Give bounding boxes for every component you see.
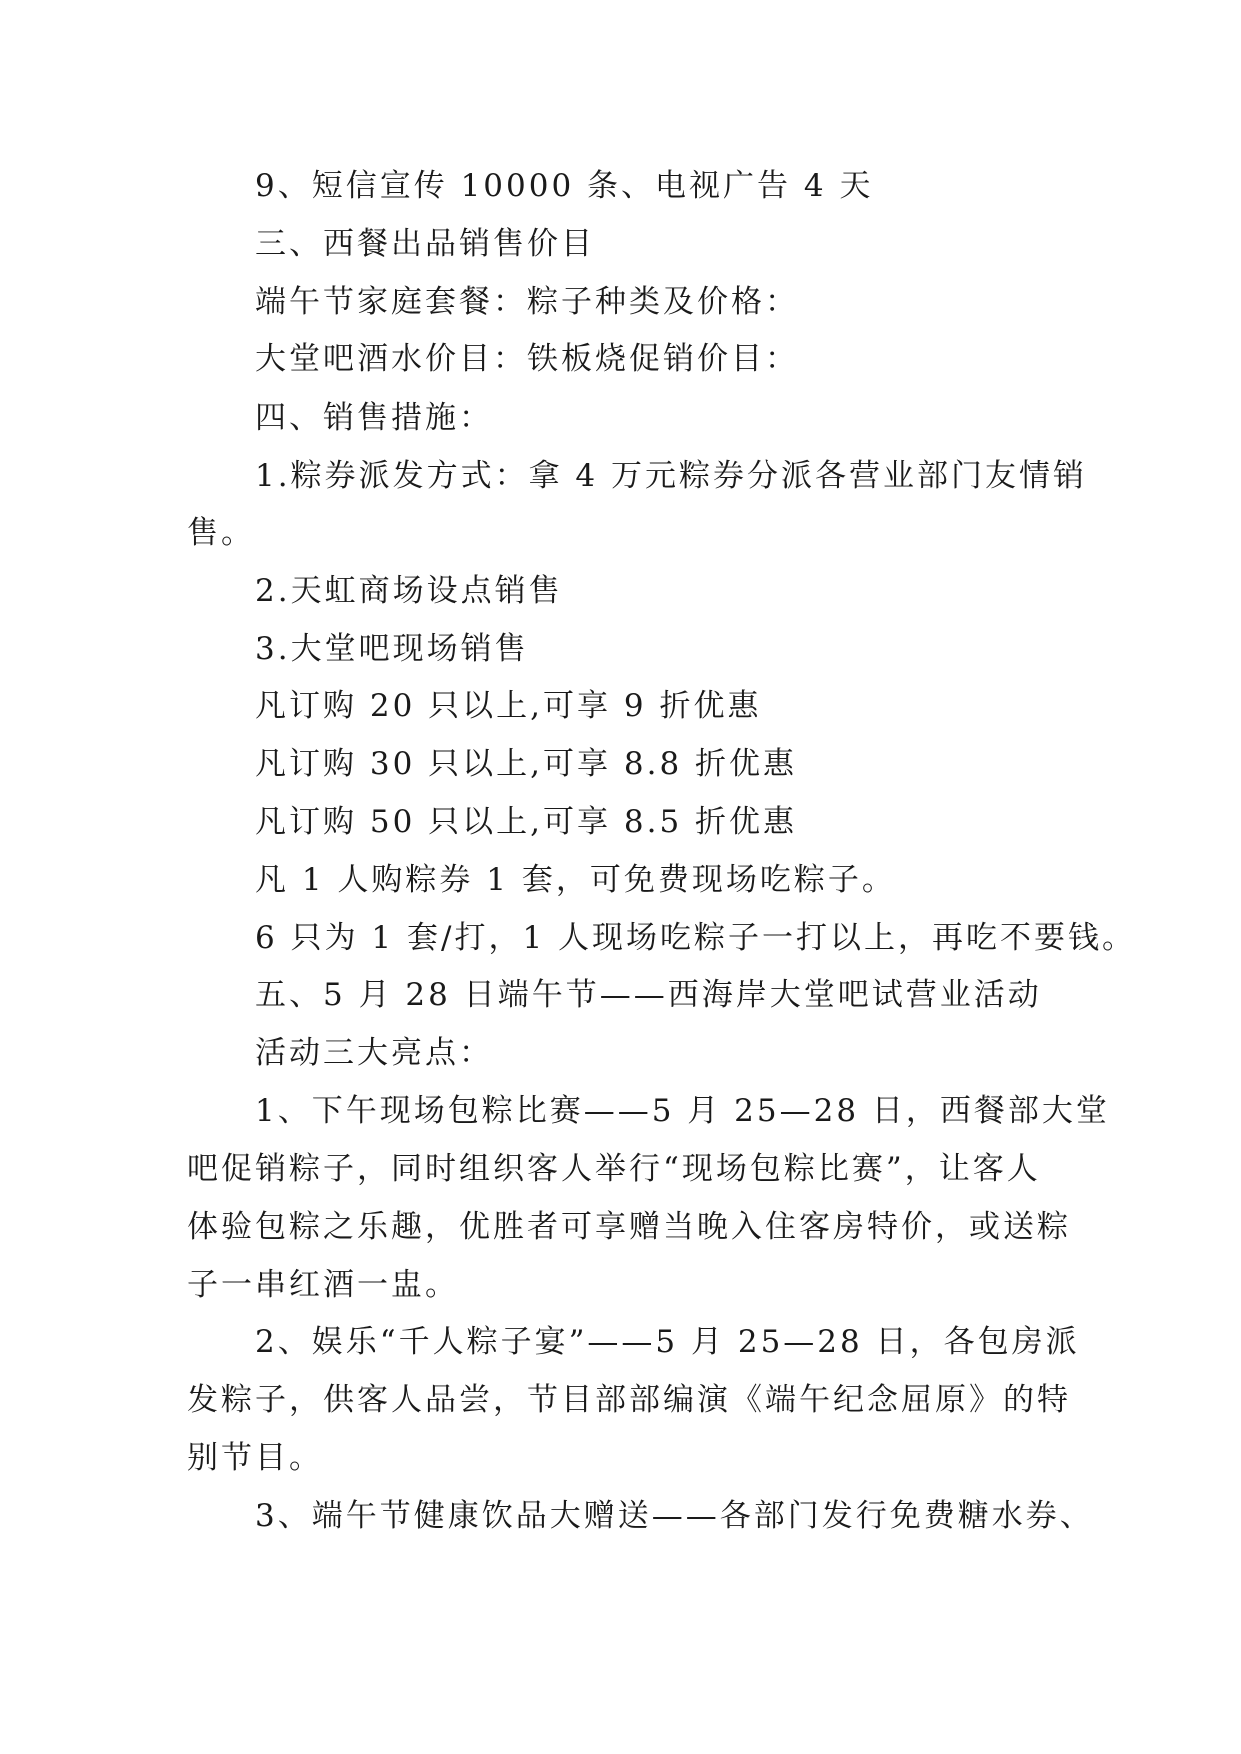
text-line: 体验包粽之乐趣，优胜者可享赠当晚入住客房特价，或送粽 [187,1209,1071,1245]
text-line: 2、娱乐“千人粽子宴”——5 月 25—28 日，各包房派 [255,1324,1080,1360]
text-line: 凡订购 50 只以上,可享 8.5 折优惠 [255,804,798,840]
text-line: 活动三大亮点： [255,1035,493,1071]
text-line: 3、端午节健康饮品大赠送——各部门发行免费糖水券、 [255,1498,1094,1534]
section-heading: 五、5 月 28 日端午节——西海岸大堂吧试营业活动 [255,977,1042,1013]
section-heading: 三、西餐出品销售价目 [255,226,595,262]
text-line: 子一串红酒一盅。 [187,1267,459,1303]
text-line: 6 只为 1 套/打，1 人现场吃粽子一打以上，再吃不要钱。 [255,920,1137,956]
section-heading: 四、销售措施： [255,400,493,436]
text-line: 2.天虹商场设点销售 [255,573,563,609]
text-line: 大堂吧酒水价目：铁板烧促销价目： [255,341,799,377]
text-line: 别节目。 [187,1440,323,1476]
text-line: 凡订购 20 只以上,可享 9 折优惠 [255,688,762,724]
text-line: 端午节家庭套餐：粽子种类及价格： [255,284,799,320]
text-line: 凡 1 人购粽券 1 套，可免费现场吃粽子。 [255,862,896,898]
text-line: 9、短信宣传 10000 条、电视广告 4 天 [255,168,874,204]
text-line: 凡订购 30 只以上,可享 8.8 折优惠 [255,746,798,782]
text-line: 吧促销粽子，同时组织客人举行“现场包粽比赛”，让客人 [187,1151,1041,1187]
text-line: 3.大堂吧现场销售 [255,631,529,667]
text-line: 发粽子，供客人品尝，节目部部编演《端午纪念屈原》的特 [187,1382,1071,1418]
text-line: 售。 [187,515,255,551]
text-line: 1、下午现场包粽比赛——5 月 25—28 日，西餐部大堂 [255,1093,1110,1129]
text-line: 1.粽券派发方式：拿 4 万元粽券分派各营业部门友情销 [255,458,1088,494]
